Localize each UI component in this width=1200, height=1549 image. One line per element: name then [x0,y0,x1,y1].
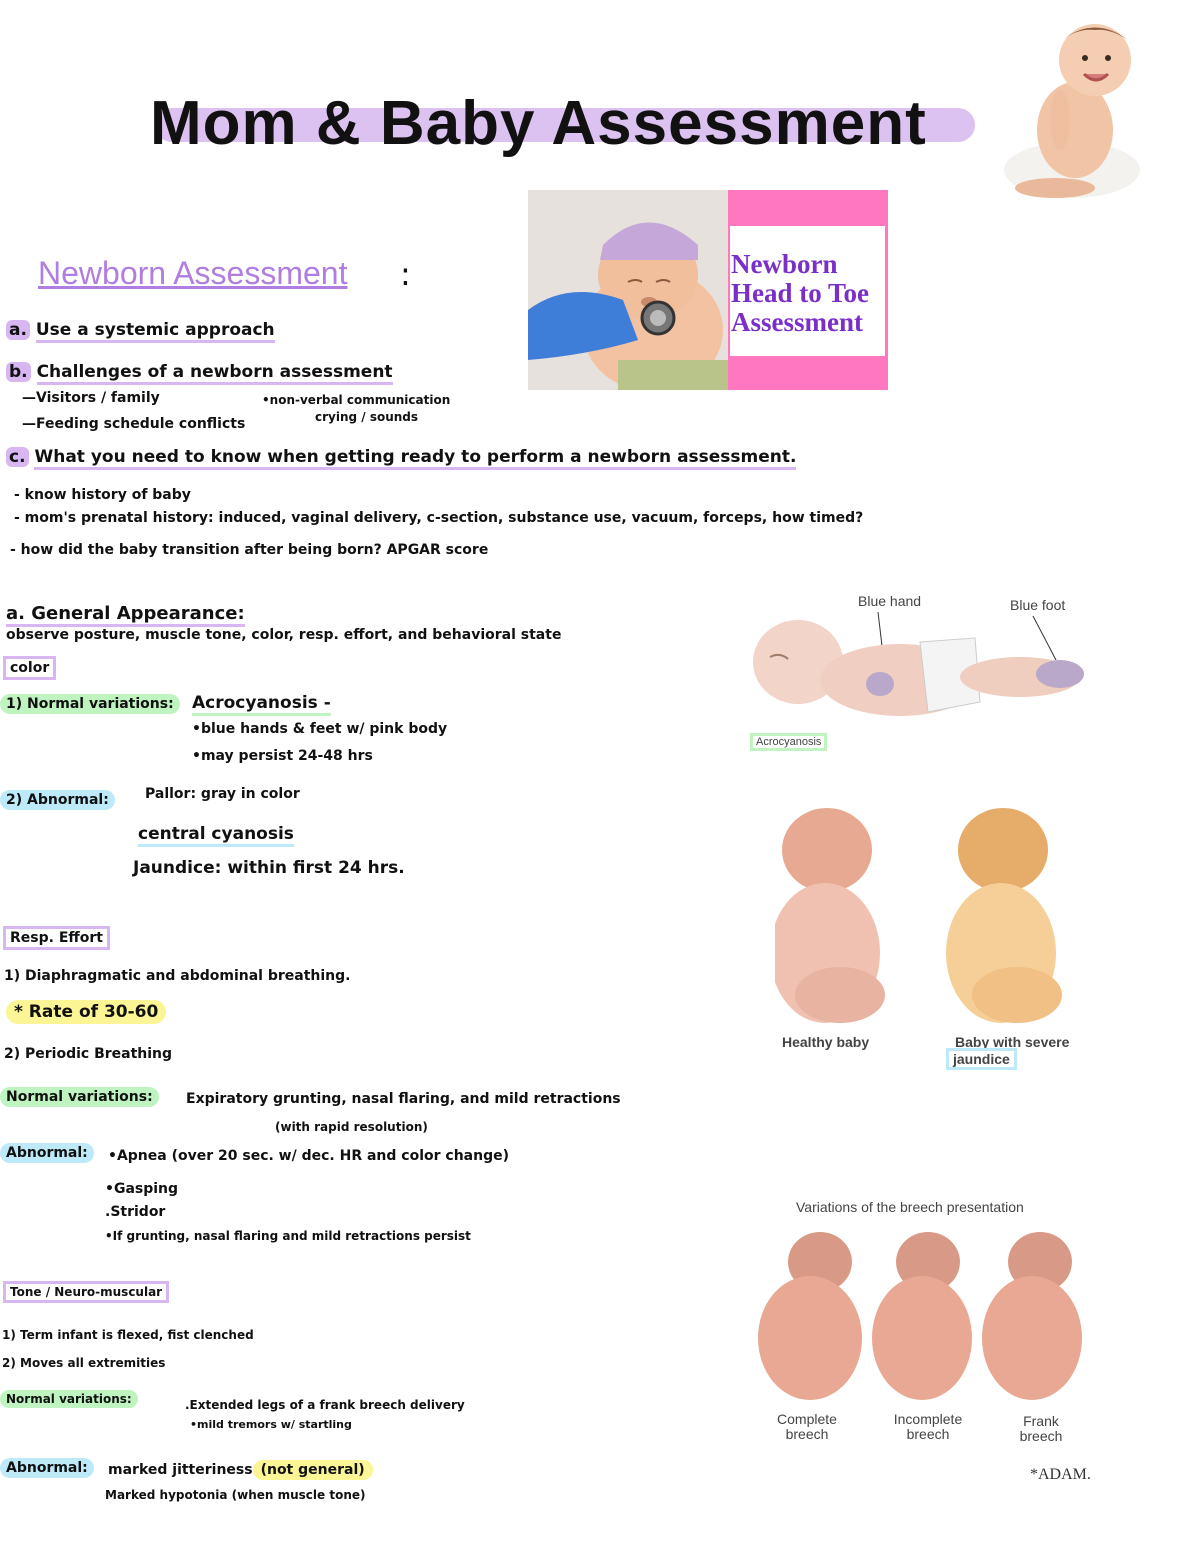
incomplete-breech-line-2: breech [906,1426,950,1442]
tone-normal-item-2: •mild tremors w/ startling [190,1418,352,1431]
complete-breech-line-2: breech [785,1426,829,1442]
tone-normal-item-1: .Extended legs of a frank breech delivery [185,1398,465,1412]
intro-b-item-2: —Feeding schedule conflicts [22,416,246,432]
intro-a [6,320,275,340]
intro-b-right-2: crying / sounds [315,410,419,424]
intro-c-item-2: - mom's prenatal history: induced, vaginal delivery, c-section, substance use, vacuum, forceps, how timed? [14,510,864,526]
blue-hand-label: Blue hand [858,593,922,609]
color-normal-label [0,696,180,712]
banner-accent [728,190,888,390]
intro-a-text: Use a systemic approach [36,320,275,343]
newborn-stethoscope-photo [528,190,728,390]
tone-item-2: 2) Moves all extremities [2,1356,166,1370]
banner-text [731,250,869,337]
frank-breech-line-2: breech [1019,1428,1063,1444]
jaundice-caption [946,1051,1017,1067]
tone-abn-item-1-note: (not general) [253,1460,373,1480]
acro-caption [750,736,827,748]
acro-item-1: •blue hands & feet w/ pink body [192,721,448,737]
section-colon: : [400,255,411,293]
tone-normal-label-text: Normal variations: [0,1390,138,1408]
resp-abn-item-2: •Gasping [105,1181,179,1197]
resp-normal-text: Expiratory grunting, nasal flaring, and mild retractions [186,1091,621,1107]
frank-breech-label [1012,1414,1070,1444]
acro-title [192,693,331,713]
page-title: Mom & Baby Assessment [150,89,927,158]
section-title: Newborn Assessment [38,255,348,291]
intro-c-item-1: - know history of baby [14,487,191,503]
intro-c-text: What you need to know when getting ready to perform a newborn assessment. [34,447,796,470]
intro-b-right-1: •non-verbal communication [262,393,451,407]
resp-rate [6,1002,166,1022]
acro-item-2: •may persist 24-48 hrs [192,748,373,764]
color-normal-label-text: 1) Normal variations: [0,694,180,714]
resp-label [3,930,110,946]
general-heading-text: a. General Appearance: [6,603,245,627]
intro-c-item-3: - how did the baby transition after being born? APGAR score [10,542,489,558]
acro-title-text: Acrocyanosis - [192,693,331,716]
tone-abn-item-1-text: marked jitteriness [108,1462,253,1478]
intro-c-marker: c. [6,447,29,467]
acro-caption-text: Acrocyanosis [750,733,827,751]
banner-line-1: Newborn [731,249,838,279]
intro-b-item-1: —Visitors / family [22,390,160,406]
complete-breech-line-1: Complete [777,1411,837,1427]
resp-normal-label [0,1089,159,1105]
intro-b-marker: b. [6,362,31,382]
pallor-text: Pallor: gray in color [145,786,300,802]
breech-illustration [740,1228,1100,1408]
adam-credit: *ADAM. [1030,1466,1091,1483]
color-abnormal-label [0,792,115,808]
color-label-text: color [3,656,56,680]
intro-b [6,362,393,382]
tone-abn-item-1 [108,1462,373,1478]
resp-item-1: 1) Diaphragmatic and abdominal breathing. [4,968,351,984]
central-cyanosis-text: central cyanosis [138,824,294,847]
resp-abnormal-label [0,1145,94,1161]
tone-normal-label [0,1392,138,1406]
general-heading [6,603,245,624]
resp-normal-label-text: Normal variations: [0,1087,159,1107]
tone-abn-item-2: Marked hypotonia (when muscle tone) [105,1488,366,1502]
tone-abnormal-label-text: Abnormal: [0,1458,94,1478]
severe-label: Baby with severe [955,1034,1070,1050]
resp-label-text: Resp. Effort [3,926,110,950]
intro-a-marker: a. [6,320,30,340]
intro-c [6,447,796,467]
acrocyanosis-illustration [750,612,1095,732]
resp-abn-item-4: •If grunting, nasal flaring and mild retractions persist [105,1229,471,1243]
blue-foot-label: Blue foot [1010,597,1066,613]
breech-title: Variations of the breech presentation [796,1199,1024,1215]
banner-line-3: Assessment [731,307,863,337]
tone-label-text: Tone / Neuro-muscular [3,1281,169,1303]
incomplete-breech-label [888,1412,968,1442]
banner-line-2: Head to Toe [731,278,870,308]
resp-abn-item-1: •Apnea (over 20 sec. w/ dec. HR and color change) [108,1148,509,1164]
healthy-baby-label: Healthy baby [782,1034,870,1050]
resp-abnormal-label-text: Abnormal: [0,1143,94,1163]
baby-photo [1000,10,1145,200]
jaundice-caption-text: jaundice [946,1048,1017,1070]
jaundice-text: Jaundice: within first 24 hrs. [133,858,405,878]
newborn-banner [528,190,888,390]
tone-item-1: 1) Term infant is flexed, fist clenched [2,1328,254,1342]
resp-item-2: 2) Periodic Breathing [4,1046,173,1062]
resp-normal-text-2: (with rapid resolution) [275,1120,428,1134]
complete-breech-label [774,1412,840,1442]
intro-b-text: Challenges of a newborn assessment [37,362,393,385]
central-cyanosis [138,824,294,844]
incomplete-breech-line-1: Incomplete [893,1411,963,1427]
tone-abnormal-label [0,1460,94,1476]
resp-abn-item-3: .Stridor [105,1204,166,1220]
general-sub: observe posture, muscle tone, color, resp. effort, and behavioral state [6,627,562,643]
tone-label [3,1285,169,1299]
color-label [3,660,56,676]
frank-breech-line-1: Frank [1023,1413,1059,1429]
resp-rate-text: * Rate of 30-60 [6,1000,166,1024]
jaundice-illustration [775,805,1075,1030]
color-abnormal-label-text: 2) Abnormal: [0,790,115,810]
